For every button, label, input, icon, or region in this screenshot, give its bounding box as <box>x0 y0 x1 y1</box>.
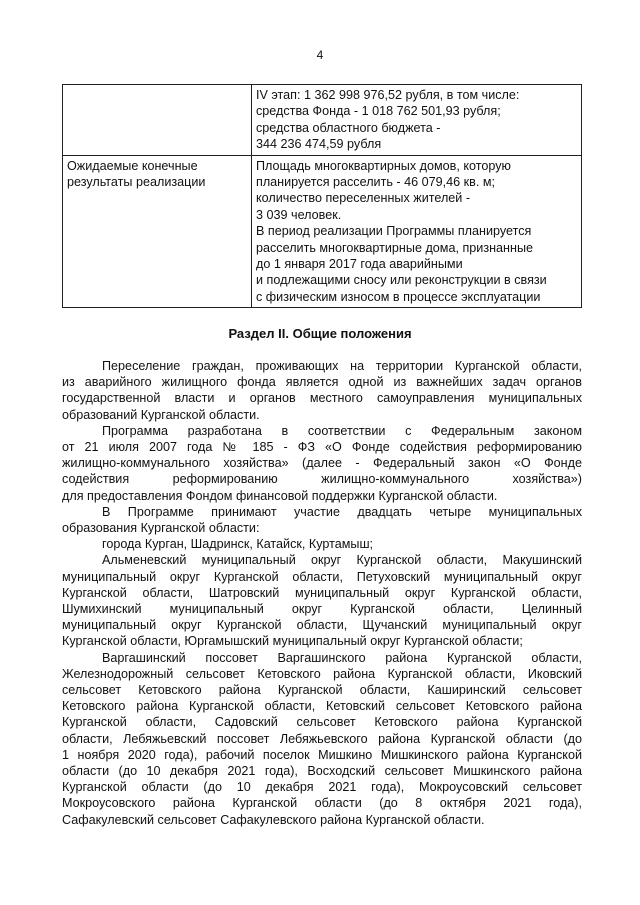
table-cell-label-empty <box>63 85 252 156</box>
paragraph-line: муниципальный округ Курганской области, Петуховский муниципальный округ <box>62 569 582 584</box>
paragraph-line: Курганской области, Юргамышский муниципальный округ Курганской области; <box>62 634 523 649</box>
table-row-expected-results <box>63 155 582 308</box>
paragraph-line: Варгашинский поссовет Варгашинского района Курганской области, <box>102 650 582 665</box>
paragraph-line: для предоставления Фондом финансовой поддержки Курганской области. <box>62 488 498 503</box>
paragraph-line: Курганской области (до 10 декабря 2021 года), Мокроусовский сельсовет <box>62 780 582 795</box>
table-line: В период реализации Программы планируется <box>256 224 532 239</box>
paragraph-line: Мокроусовского района Курганской области (до 8 октября 2021 года), <box>62 796 582 811</box>
table-cell-expected-results-label <box>63 155 252 308</box>
table-line: расселить многоквартирные дома, признанные <box>256 240 534 255</box>
paragraph-line: жилищно-коммунального хозяйства» (далее - Федеральный закон «О Фонде <box>62 456 582 471</box>
table-line: 3 039 человек. <box>256 207 342 222</box>
paragraph-line: В Программе принимают участие двадцать четыре муниципальных <box>102 504 582 519</box>
paragraph-line: области (до 10 декабря 2021 года), Восходский сельсовет Мишкинского района <box>62 764 582 779</box>
table-line: до 1 января 2017 года аварийными <box>256 257 463 272</box>
paragraph-municipal-districts <box>62 552 582 649</box>
paragraph-line: содействия реформированию жилищно-коммунального хозяйства») <box>62 472 582 487</box>
paragraph-line: муниципальный округ Курганской области, Щучанский муниципальный округ <box>62 618 582 633</box>
section-body <box>62 358 582 828</box>
paragraph-line: Программа разработана в соответствии с Федеральным законом <box>102 423 582 438</box>
table-line: 344 236 474,59 рубля <box>256 137 382 152</box>
paragraph-line: от 21 июля 2007 года № 185 - ФЗ «О Фонде содействия реформированию <box>62 440 582 455</box>
table-line: с физическим износом в процессе эксплуатации <box>256 289 541 304</box>
table-line: IV этап: 1 362 998 976,52 рубля, в том числе: <box>256 88 520 102</box>
page-number: 4 <box>316 48 324 62</box>
paragraph-cities <box>62 536 582 552</box>
table-row-stage-iv <box>63 85 582 156</box>
paragraph-line: образований Курганской области. <box>62 407 260 422</box>
paragraph-line: области, Лебяжьевский поссовет Лебяжьевского района Курганской области (до <box>62 731 582 746</box>
paragraph-line: Шумихинский муниципальный округ Курганской области, Целинный <box>62 602 582 617</box>
paragraph-line: Альменевский муниципальный округ Курганской области, Макушинский <box>102 553 582 568</box>
paragraph-line: Железнодорожный сельсовет Кетовского района Курганской области, Иковский <box>62 666 582 681</box>
table-line: Площадь многоквартирных домов, которую <box>256 158 511 173</box>
table-line: и подлежащими сносу или реконструкции в связи <box>256 273 547 288</box>
table-label-line: результаты реализации <box>67 175 206 190</box>
paragraph-line: Сафакулевский сельсовет Сафакулевского района Курганской области. <box>62 812 485 827</box>
paragraph-resettlement <box>62 358 582 423</box>
paragraph-line: Кетовского района Курганской области, Кетовский сельсовет Кетовского района <box>62 699 582 714</box>
program-passport-table <box>62 84 582 308</box>
paragraph-participants <box>62 504 582 536</box>
table-line: количество переселенных жителей - <box>256 191 471 206</box>
table-line: средства областного бюджета - <box>256 120 441 135</box>
paragraph-settlements <box>62 650 582 828</box>
paragraph-line: Курганской области, Садовский сельсовет Кетовского района Курганской <box>62 715 582 730</box>
table-label-line: Ожидаемые конечные <box>67 158 198 173</box>
paragraph-line: государственной власти и органов местного самоуправления муниципальных <box>62 391 582 406</box>
table-cell-stage-iv-funding <box>252 85 582 156</box>
table-line: средства Фонда - 1 018 762 501,93 рубля; <box>256 104 501 119</box>
paragraph-line: города Курган, Шадринск, Катайск, Куртамыш; <box>102 537 374 552</box>
table-line: планируется расселить - 46 079,46 кв. м; <box>256 175 495 190</box>
paragraph-line: образования Курганской области: <box>62 521 260 536</box>
paragraph-line: сельсовет Кетовского района Курганской области, Каширинский сельсовет <box>62 683 582 698</box>
section-title: Раздел II. Общие положения <box>228 326 412 341</box>
paragraph-line: из аварийного жилищного фонда является одной из важнейших задач органов <box>62 375 582 390</box>
paragraph-line: Переселение граждан, проживающих на территории Курганской области, <box>102 359 582 373</box>
table-cell-expected-results-text <box>252 155 582 308</box>
paragraph-line: 1 ноября 2020 года), рабочий поселок Мишкино Мишкинского района Курганской <box>62 747 582 762</box>
paragraph-line: Курганской области, Шатровский муниципальный округ Курганской области, <box>62 585 582 600</box>
paragraph-program-basis <box>62 423 582 504</box>
